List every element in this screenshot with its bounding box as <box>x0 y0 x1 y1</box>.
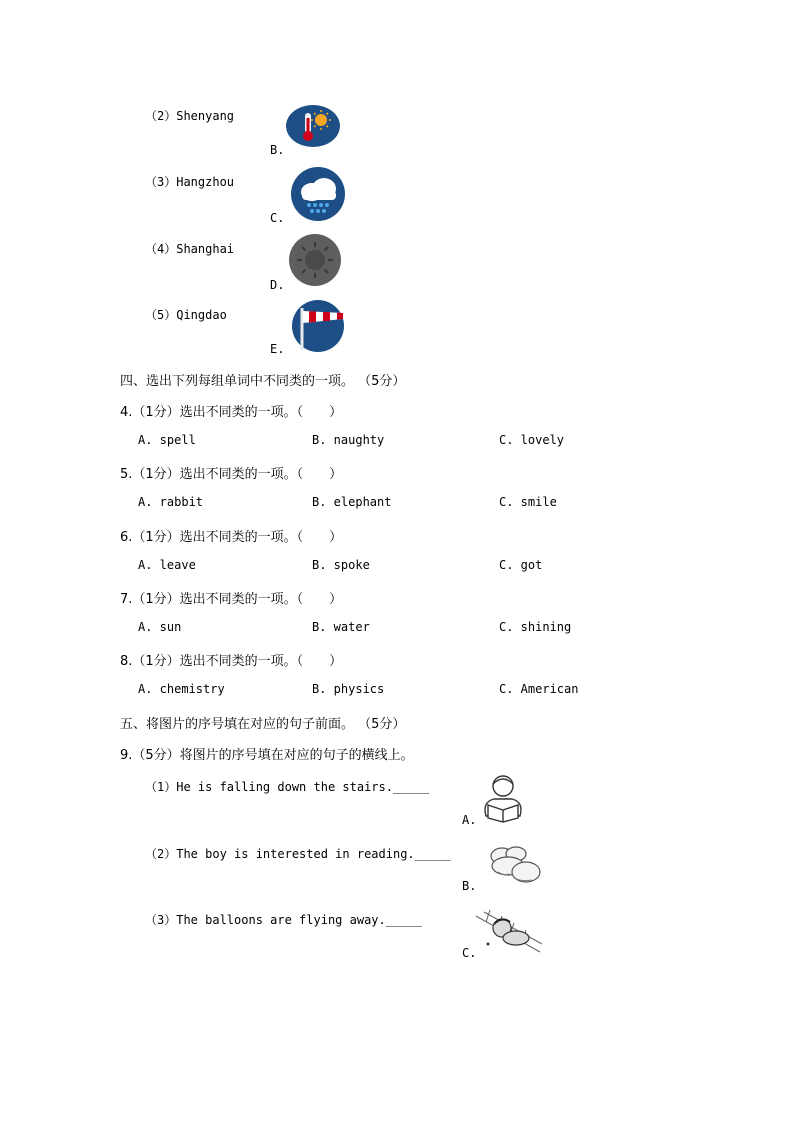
option-label: B. <box>270 143 285 157</box>
question-stem: 5.（1分）选出不同类的一项。（ ） <box>120 467 343 482</box>
option-b: B. spoke <box>312 558 370 572</box>
sentence-item: （2）The boy is interested in reading._____ <box>145 847 451 861</box>
question-stem: 8.（1分）选出不同类的一项。（ ） <box>120 654 343 669</box>
stairs-fall-icon <box>476 908 542 954</box>
city-item: （3）Hangzhou <box>145 175 235 189</box>
boy-reading-icon <box>474 772 532 824</box>
option-c: C. shining <box>499 620 572 634</box>
question-stem: 4.（1分）选出不同类的一项。（ ） <box>120 405 343 420</box>
option-a: A. sun <box>138 620 182 634</box>
rain-cloud-icon <box>290 167 346 221</box>
question-stem: 7.（1分）选出不同类的一项。（ ） <box>120 592 343 607</box>
option-b: B. water <box>312 620 370 634</box>
picture-label: C. <box>462 946 477 960</box>
option-c: C. American <box>499 682 579 696</box>
option-a: A. chemistry <box>138 682 225 696</box>
falling-child-icon <box>484 842 544 890</box>
thermometer-sun-icon <box>285 104 341 148</box>
option-b: B. elephant <box>312 495 392 509</box>
option-a: A. leave <box>138 558 196 572</box>
question-stem: 6.（1分）选出不同类的一项。（ ） <box>120 530 343 545</box>
question-stem: 9.（5分）将图片的序号填在对应的句子的横线上。 <box>120 748 414 763</box>
option-a: A. rabbit <box>138 495 204 509</box>
city-item: （5）Qingdao <box>145 308 227 322</box>
windsock-icon <box>288 300 348 352</box>
option-b: B. naughty <box>312 433 385 447</box>
sentence-item: （1）He is falling down the stairs._____ <box>145 780 430 794</box>
option-a: A. spell <box>138 433 196 447</box>
option-c: C. got <box>499 558 543 572</box>
option-c: C. lovely <box>499 433 565 447</box>
option-label: E. <box>270 342 285 356</box>
section-heading: 四、选出下列每组单词中不同类的一项。 （5分） <box>120 374 406 389</box>
section-heading: 五、将图片的序号填在对应的句子前面。 （5分） <box>120 717 406 732</box>
picture-label: B. <box>462 879 477 893</box>
city-item: （2）Shenyang <box>145 109 235 123</box>
sun-icon <box>287 234 343 286</box>
city-item: （4）Shanghai <box>145 242 235 256</box>
option-label: C. <box>270 211 285 225</box>
option-label: D. <box>270 278 285 292</box>
option-b: B. physics <box>312 682 385 696</box>
picture-label: A. <box>462 813 477 827</box>
option-c: C. smile <box>499 495 557 509</box>
sentence-item: （3）The balloons are flying away._____ <box>145 913 422 927</box>
